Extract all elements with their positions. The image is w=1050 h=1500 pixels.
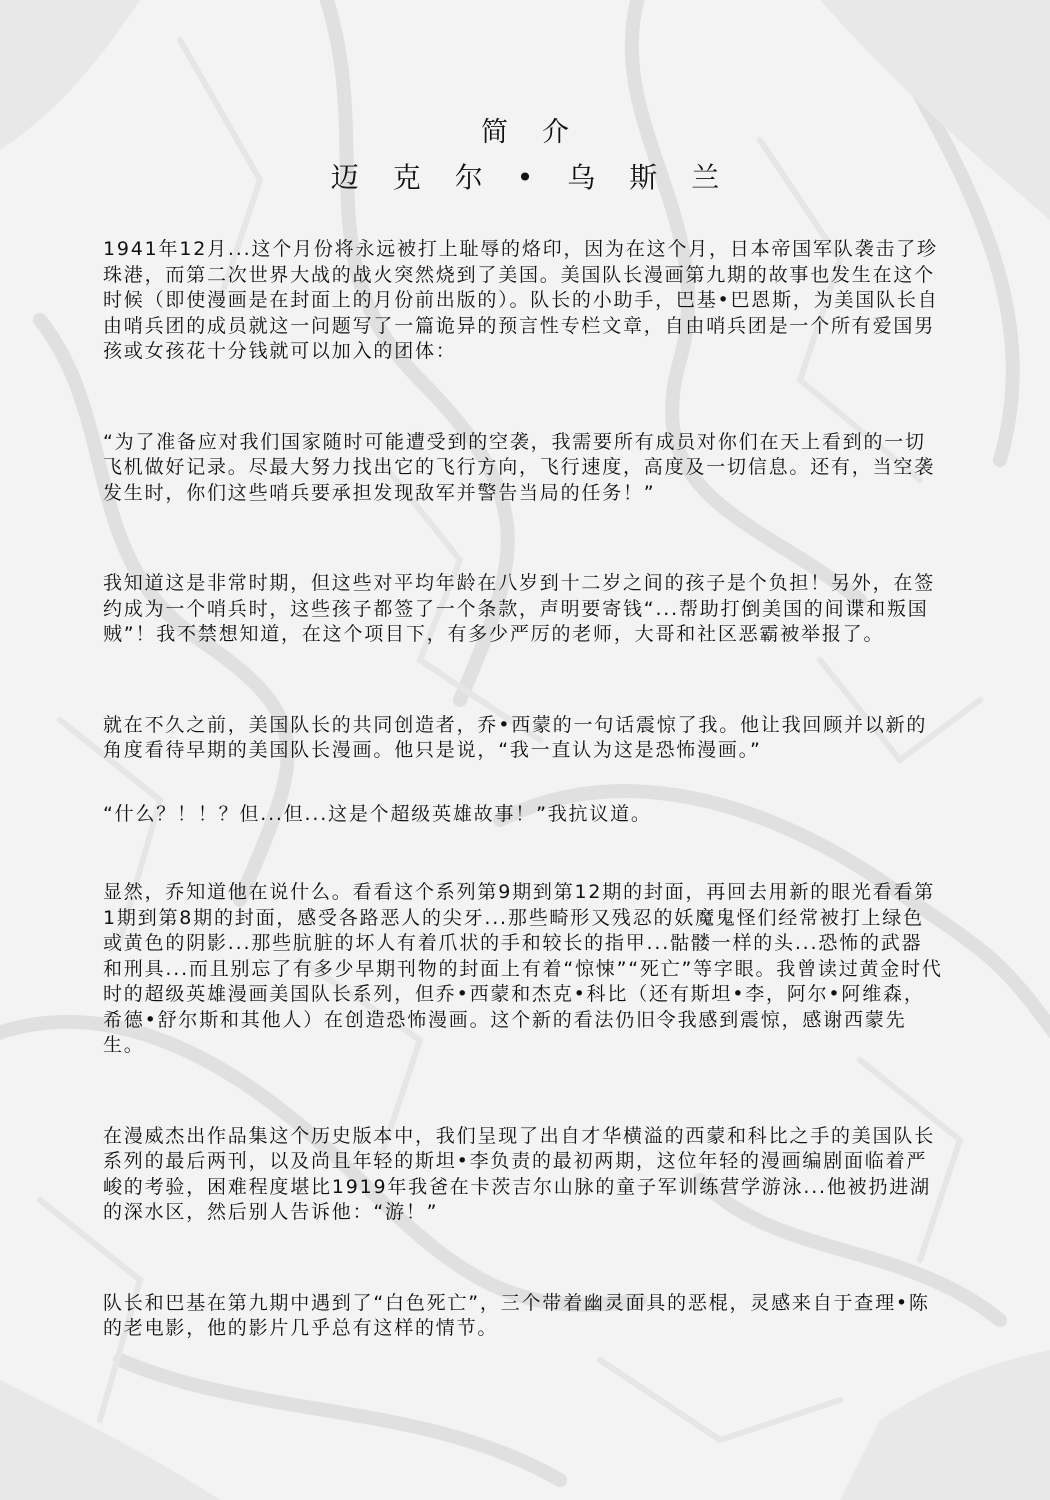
paragraph: 我知道这是非常时期，但这些对平均年龄在八岁到十二岁之间的孩子是个负担！另外，在签约成为一个哨兵时，这些孩子都签了一个条款，声明要寄钱“...帮助打倒美国的间谍和叛国贼”！我不禁想知道，在这个项目下，有多少严厉的老师，大哥和社区恶霸被举报了。: [103, 572, 936, 645]
author-name: 迈克尔•乌斯兰: [330, 161, 754, 194]
paragraph: “什么？！！？但...但...这是个超级英雄故事！”我抗议道。: [103, 802, 652, 825]
paragraph: “为了准备应对我们国家随时可能遭受到的空袭，我需要所有成员对你们在天上看到的一切飞机做好记录。尽最大努力找出它的飞行方向，飞行速度，高度及一切信息。还有，当空袭发生时，你们这些哨兵要承担发现敌军并警告当局的任务！”: [103, 430, 936, 504]
paragraph: 1941年12月...这个月份将永远被打上耻辱的烙印，因为在这个月，日本帝国军队袭击了珍珠港，而第二次世界大战的战火突然烧到了美国。美国队长漫画第九期的故事也发生在这个时候（即使漫画是在封面上的月份前出版的）。队长的小助手，巴基•巴恩斯，为美国队长自由哨兵团的成员就这一问题写了一篇诡异的预言性专栏文章，自由哨兵团是一个所有爱国男孩或女孩花十分钱就可以加入的团体：: [103, 238, 939, 362]
paragraph: 队长和巴基在第九期中遇到了“白色死亡”，三个带着幽灵面具的恶棍，灵感来自于查理•陈的老电影，他的影片几乎总有这样的情节。: [103, 1291, 930, 1339]
paragraph: 在漫威杰出作品集这个历史版本中，我们呈现了出自才华横溢的西蒙和科比之手的美国队长系列的最后两刊，以及尚且年轻的斯坦•李负责的最初两期，这位年轻的漫画编剧面临着严峻的考验，困难程度堪比1919年我爸在卡茨吉尔山脉的童子军训练营学游泳...他被扔进湖的深水区，然后别人告诉他：“游！”: [103, 1124, 936, 1223]
page-title: 简介: [481, 117, 603, 148]
paragraph: 显然，乔知道他在说什么。看看这个系列第9期到第12期的封面，再回去用新的眼光看看第1期到第8期的封面，感受各路恶人的尖牙...那些畸形又残忍的妖魔鬼怪们经常被打上绿色或黄色的阴影...那些肮脏的坏人有着爪状的手和较长的指甲...骷髅一样的头...恐怖的武器和刑具...而且别忘了有多少早期刊物的封面上有着“惊悚”“死亡”等字眼。我曾读过黄金时代时的超级英雄漫画美国队长系列，但乔•西蒙和杰克•科比（还有斯坦•李，阿尔•阿维森，希德•舒尔斯和其他人）在创造恐怖漫画。这个新的看法仍旧令我感到震惊，感谢西蒙先生。: [103, 881, 943, 1056]
paragraph: 就在不久之前，美国队长的共同创造者，乔•西蒙的一句话震惊了我。他让我回顾并以新的角度看待早期的美国队长漫画。他只是说，“我一直认为这是恐怖漫画。”: [103, 713, 928, 761]
